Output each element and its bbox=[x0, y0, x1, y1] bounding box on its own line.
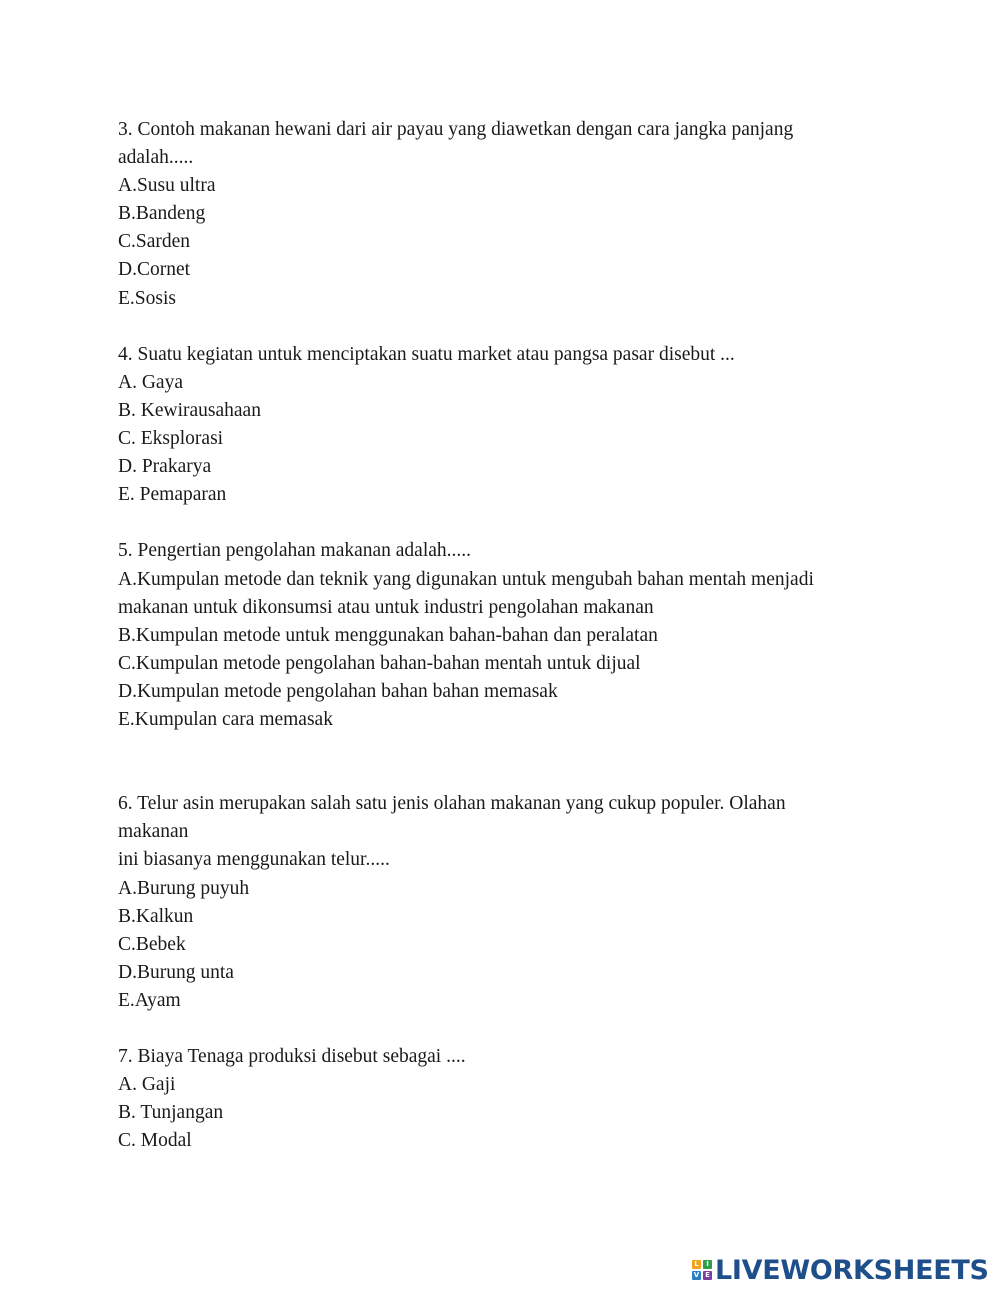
answer-option[interactable]: E.Ayam bbox=[118, 989, 181, 1011]
spacer bbox=[118, 1015, 918, 1043]
question-text: adalah..... bbox=[118, 147, 194, 169]
logo-tile: L bbox=[692, 1260, 701, 1269]
logo-tile: E bbox=[703, 1271, 712, 1280]
question-text: 5. Pengertian pengolahan makanan adalah..... bbox=[118, 540, 472, 562]
logo-text: LIVEWORKSHEETS bbox=[715, 1254, 989, 1286]
logo-tile: V bbox=[693, 1271, 700, 1279]
question-text: 6. Telur asin merupakan salah satu jenis olahan makanan yang cukup populer. Olahan bbox=[118, 793, 786, 815]
logo-tile: I bbox=[703, 1260, 712, 1269]
answer-option[interactable]: C.Sarden bbox=[118, 231, 191, 253]
liveworksheets-logo[interactable] bbox=[692, 1253, 989, 1287]
answer-option[interactable]: D.Kumpulan metode pengolahan bahan bahan memasak bbox=[118, 680, 558, 702]
answer-option[interactable]: A.Burung puyuh bbox=[118, 877, 250, 899]
answer-option[interactable]: E.Kumpulan cara memasak bbox=[118, 708, 333, 730]
question-text: ini biasanya menggunakan telur..... bbox=[118, 849, 390, 871]
question-text: 7. Biaya Tenaga produksi disebut sebagai .... bbox=[118, 1046, 466, 1068]
spacer bbox=[118, 509, 918, 537]
answer-option[interactable]: E. Pemaparan bbox=[118, 484, 227, 506]
question-text: makanan bbox=[118, 821, 189, 843]
spacer bbox=[118, 734, 918, 790]
answer-option[interactable]: B.Kalkun bbox=[118, 905, 194, 927]
answer-option[interactable]: D. Prakarya bbox=[118, 456, 212, 478]
question-3 bbox=[118, 116, 918, 313]
question-5 bbox=[118, 537, 918, 734]
answer-option[interactable]: A.Kumpulan metode dan teknik yang digunakan untuk mengubah bahan mentah menjadi bbox=[118, 568, 814, 590]
answer-option[interactable]: E.Sosis bbox=[118, 287, 176, 309]
spacer bbox=[118, 313, 918, 341]
answer-option[interactable]: C. Eksplorasi bbox=[118, 428, 224, 450]
question-6 bbox=[118, 790, 918, 1015]
answer-option[interactable]: D.Cornet bbox=[118, 259, 191, 281]
answer-option[interactable]: B. Kewirausahaan bbox=[118, 399, 261, 421]
answer-option[interactable]: B.Kumpulan metode untuk menggunakan bahan-bahan dan peralatan bbox=[118, 624, 658, 646]
question-text: 3. Contoh makanan hewani dari air payau yang diawetkan dengan cara jangka panjang bbox=[118, 119, 794, 140]
logo-mark-icon bbox=[692, 1260, 712, 1280]
question-text: 4. Suatu kegiatan untuk menciptakan suatu market atau pangsa pasar disebut ... bbox=[118, 343, 735, 365]
answer-option[interactable]: C.Bebek bbox=[118, 933, 186, 955]
answer-option[interactable]: A. Gaji bbox=[118, 1074, 176, 1096]
answer-option[interactable]: B.Bandeng bbox=[118, 203, 206, 225]
answer-option[interactable]: C. Modal bbox=[118, 1130, 192, 1152]
answer-option[interactable]: D.Burung unta bbox=[118, 961, 234, 983]
worksheet-page bbox=[118, 116, 918, 1155]
answer-option[interactable]: A.Susu ultra bbox=[118, 175, 216, 197]
answer-option-continuation[interactable]: makanan untuk dikonsumsi atau untuk industri pengolahan makanan bbox=[118, 596, 654, 618]
answer-option[interactable]: A. Gaya bbox=[118, 371, 183, 393]
answer-option[interactable]: C.Kumpulan metode pengolahan bahan-bahan mentah untuk dijual bbox=[118, 652, 641, 674]
question-7 bbox=[118, 1043, 918, 1155]
question-4 bbox=[118, 341, 918, 510]
answer-option[interactable]: B. Tunjangan bbox=[118, 1102, 224, 1124]
